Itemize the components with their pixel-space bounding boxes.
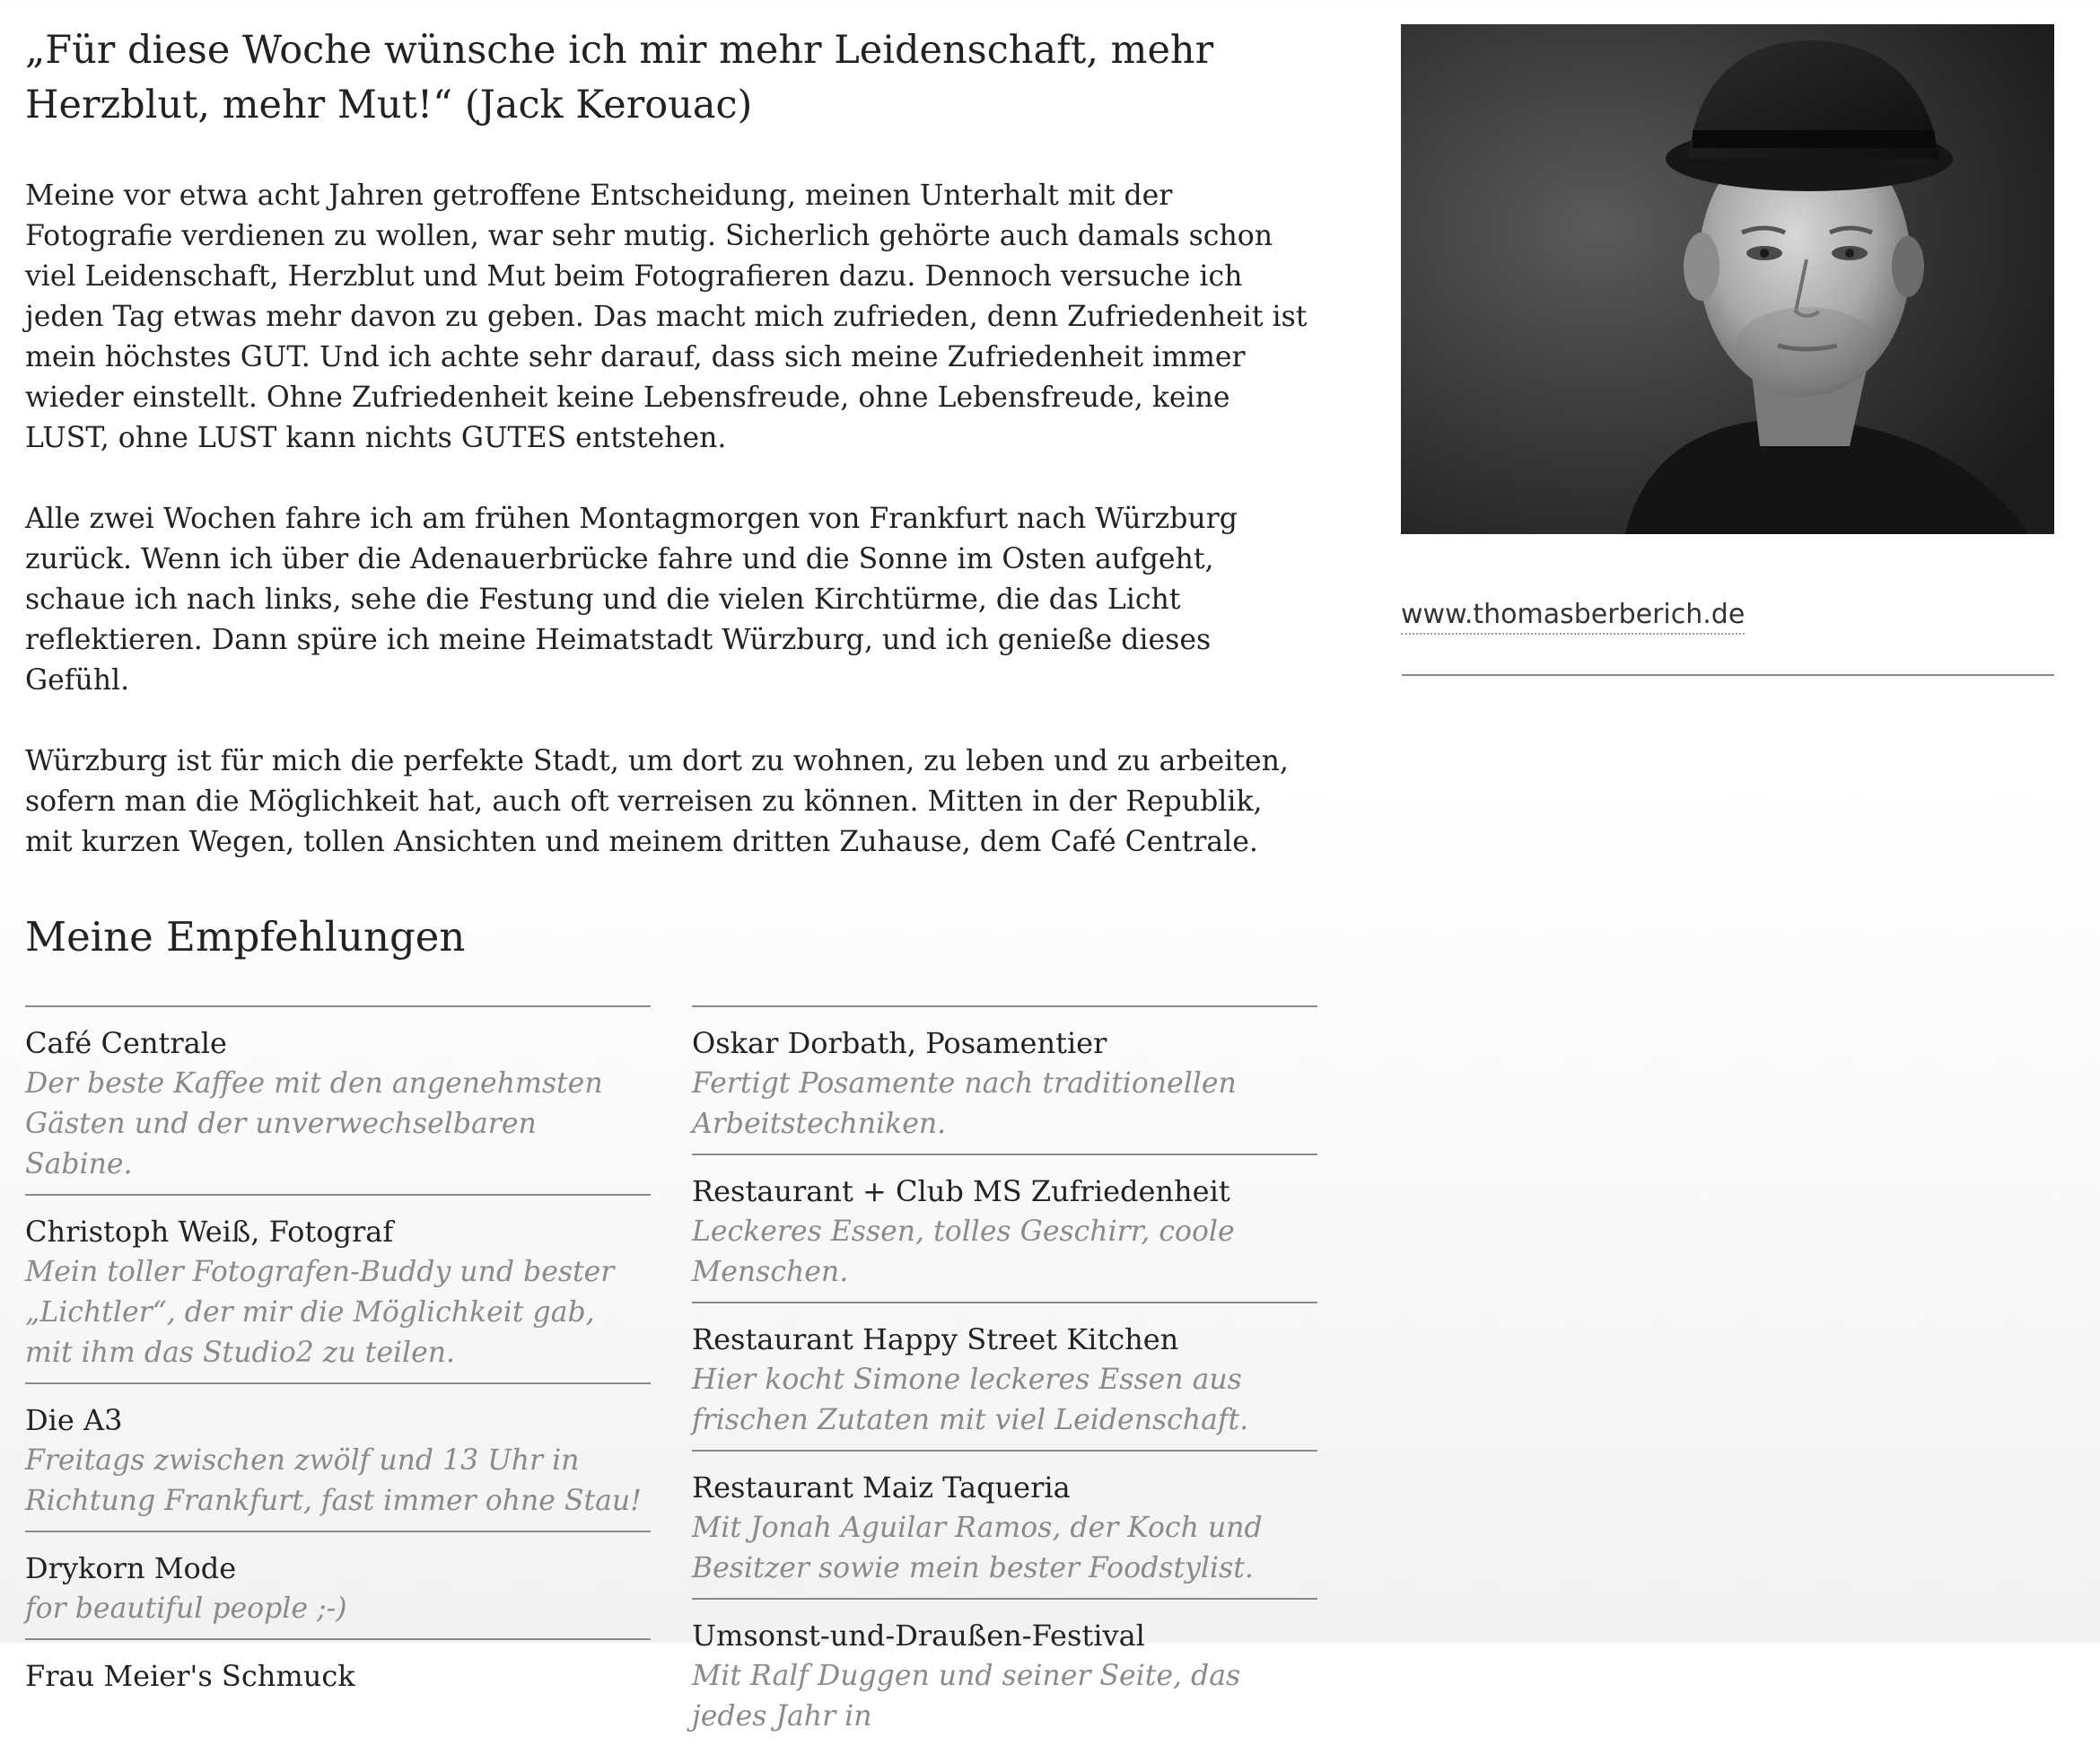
recommendation-description: Mit Ralf Duggen und seiner Seite, das jedes Jahr in <box>692 1660 1241 1733</box>
recommendation-description: Hier kocht Simone leckeres Essen aus frischen Zutaten mit viel Leidenschaft. <box>692 1364 1249 1436</box>
recommendation-item[interactable] <box>692 1598 1317 1746</box>
article-main <box>25 23 1317 1733</box>
recommendation-item[interactable] <box>692 1450 1317 1598</box>
recommendation-name: Restaurant Happy Street Kitchen <box>692 1322 1179 1356</box>
article-quote: „Für diese Woche wünsche ich mir mehr Leidenschaft, mehr Herzblut, mehr Mut!“ (Jack Kerouac) <box>25 28 1214 127</box>
recommendation-description: Mit Jonah Aguilar Ramos, der Koch und Besitzer sowie mein bester Foodstylist. <box>692 1512 1263 1584</box>
recommendations-title: Meine Empfehlungen <box>25 913 466 961</box>
recommendation-name: Christoph Weiß, Fotograf <box>25 1215 394 1249</box>
recommendation-name: Café Centrale <box>25 1026 227 1060</box>
recommendation-item[interactable] <box>692 1005 1317 1154</box>
sidebar-divider <box>1402 674 2054 676</box>
recommendation-name: Restaurant Maiz Taqueria <box>692 1470 1071 1505</box>
recommendations-list <box>25 1005 1317 1746</box>
recommendation-name: Die A3 <box>25 1403 123 1437</box>
recommendation-description: Der beste Kaffee mit den angenehmsten Gästen und der unverwechselbaren Sabine. <box>25 1067 603 1180</box>
recommendations-left-column <box>25 1005 651 1746</box>
recommendation-description: Freitags zwischen zwölf und 13 Uhr in Richtung Frankfurt, fast immer ohne Stau! <box>25 1444 642 1517</box>
recommendation-description: for beautiful people ;-) <box>25 1592 347 1625</box>
recommendation-item[interactable] <box>692 1302 1317 1450</box>
recommendation-item[interactable] <box>25 1638 651 1706</box>
recommendation-name: Oskar Dorbath, Posamentier <box>692 1026 1107 1060</box>
recommendation-name: Frau Meier's Schmuck <box>25 1659 355 1693</box>
recommendation-description: Mein toller Fotografen-Buddy und bester „Lichtler“, der mir die Möglichkeit gab, mit ihm das Studio2 zu teilen. <box>25 1256 615 1369</box>
recommendation-item[interactable] <box>25 1531 651 1638</box>
recommendation-name: Restaurant + Club MS Zufriedenheit <box>692 1174 1230 1208</box>
article-paragraph-2: Alle zwei Wochen fahre ich am frühen Montagmorgen von Frankfurt nach Würzburg zurück. Wenn ich über die Adenauerbrücke fahre und die Sonne im Osten aufgeht, schaue ich nach links, sehe die Festung und die vielen Kirchtürme, die das Licht reflektieren. Dann spüre ich meine Heimatstadt Würzburg, und ich genieße dieses Gefühl. <box>25 503 1238 697</box>
recommendation-description: Leckeres Essen, tolles Geschirr, coole Menschen. <box>692 1215 1235 1288</box>
recommendation-item[interactable] <box>692 1154 1317 1302</box>
website-link[interactable]: www.thomasberberich.de <box>1401 597 1745 635</box>
sidebar <box>1401 24 2054 683</box>
recommendation-description: Fertigt Posamente nach traditionellen Arbeitstechniken. <box>692 1067 1237 1140</box>
recommendation-item[interactable] <box>25 1005 651 1194</box>
article-paragraph-3: Würzburg ist für mich die perfekte Stadt, um dort zu wohnen, zu leben und zu arbeiten, sofern man die Möglichkeit hat, auch oft verreisen zu können. Mitten in der Republik, mit kurzen Wegen, tollen Ansichten und meinem dritten Zuhause, dem Café Centrale. <box>25 745 1289 858</box>
recommendation-name: Umsonst-und-Draußen-Festival <box>692 1619 1145 1653</box>
recommendation-item[interactable] <box>25 1194 651 1382</box>
article-paragraph-1: Meine vor etwa acht Jahren getroffene Entscheidung, meinen Unterhalt mit der Fotografie verdienen zu wollen, war sehr mutig. Sicherlich gehörte auch damals schon viel Leidenschaft, Herzblut und Mut beim Fotografieren dazu. Dennoch versuche ich jeden Tag etwas mehr davon zu geben. Das macht mich zufrieden, denn Zufriedenheit ist mein höchstes GUT. Und ich achte sehr darauf, dass sich meine Zufriedenheit immer wieder einstellt. Ohne Zufriedenheit keine Lebensfreude, ohne Lebensfreude, keine LUST, ohne LUST kann nichts GUTES entstehen. <box>25 180 1308 454</box>
recommendation-item[interactable] <box>25 1382 651 1531</box>
recommendations-right-column <box>692 1005 1317 1746</box>
recommendation-name: Drykorn Mode <box>25 1551 237 1585</box>
portrait-photo <box>1401 24 2054 534</box>
